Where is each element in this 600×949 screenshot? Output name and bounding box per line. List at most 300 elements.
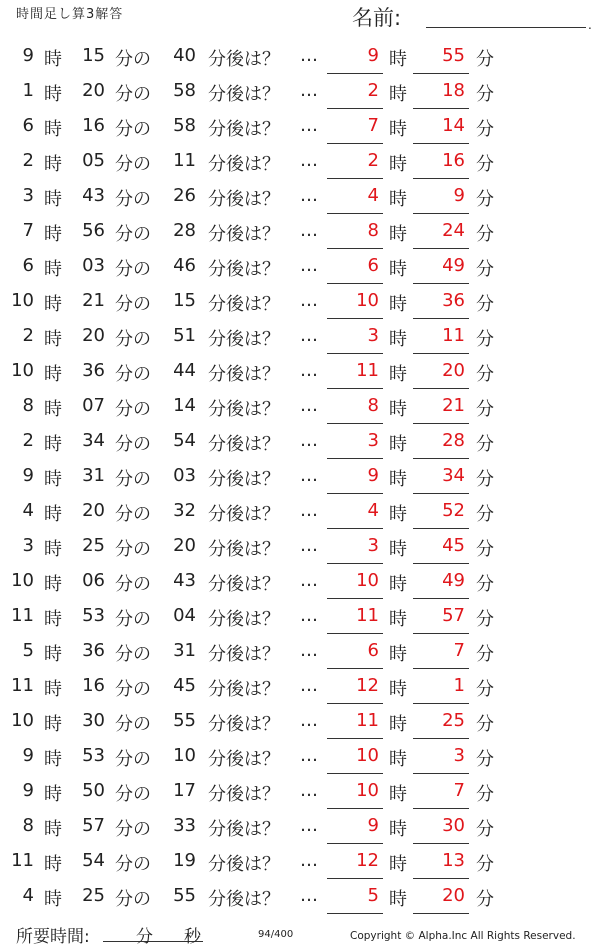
answer-minute: 13 <box>442 850 465 871</box>
min-of-label: 分の <box>115 294 151 315</box>
start-hour: 9 <box>22 780 34 801</box>
min-later-label: 分後は？ <box>208 854 280 875</box>
answer-hour-label: 時 <box>389 154 407 175</box>
answer-hour-field[interactable] <box>327 605 383 634</box>
answer-hour: 3 <box>367 535 379 556</box>
min-later-label: 分後は？ <box>208 154 280 175</box>
answer-minute-label: 分 <box>476 714 494 735</box>
answer-hour-label: 時 <box>389 364 407 385</box>
added-minutes: 28 <box>173 220 196 241</box>
ellipsis: … <box>300 570 318 591</box>
ellipsis: … <box>300 710 318 731</box>
answer-minute-field[interactable] <box>413 710 469 739</box>
answer-minute-field[interactable] <box>413 115 469 144</box>
start-minute: 36 <box>82 640 105 661</box>
answer-minute: 24 <box>442 220 465 241</box>
start-hour: 4 <box>22 885 34 906</box>
answer-minute-field[interactable] <box>413 500 469 529</box>
time-required-label: 所要時間: <box>16 927 90 947</box>
added-minutes: 55 <box>173 885 196 906</box>
min-later-label: 分後は？ <box>208 609 280 630</box>
hour-label: 時 <box>44 434 62 455</box>
answer-hour-label: 時 <box>389 819 407 840</box>
start-minute: 53 <box>82 605 105 626</box>
answer-minute: 20 <box>442 885 465 906</box>
start-minute: 20 <box>82 325 105 346</box>
answer-hour-field[interactable] <box>327 45 383 74</box>
name-label: 名前: <box>352 6 402 30</box>
answer-hour-field[interactable] <box>327 885 383 914</box>
answer-hour-label: 時 <box>389 259 407 280</box>
min-of-label: 分の <box>115 889 151 910</box>
start-minute: 06 <box>82 570 105 591</box>
min-later-label: 分後は？ <box>208 889 280 910</box>
answer-hour-field[interactable] <box>327 325 383 354</box>
answer-minute: 28 <box>442 430 465 451</box>
added-minutes: 19 <box>173 850 196 871</box>
start-minute: 07 <box>82 395 105 416</box>
min-of-label: 分の <box>115 714 151 735</box>
problem-row <box>0 878 600 913</box>
hour-label: 時 <box>44 469 62 490</box>
hour-label: 時 <box>44 714 62 735</box>
answer-minute-field[interactable] <box>413 745 469 774</box>
answer-hour-field[interactable] <box>327 640 383 669</box>
answer-minute-field[interactable] <box>413 605 469 634</box>
answer-hour-field[interactable] <box>327 220 383 249</box>
answer-hour: 12 <box>356 675 379 696</box>
ellipsis: … <box>300 360 318 381</box>
start-hour: 9 <box>22 745 34 766</box>
answer-minute: 57 <box>442 605 465 626</box>
answer-hour-field[interactable] <box>327 815 383 844</box>
min-later-label: 分後は？ <box>208 49 280 70</box>
hour-label: 時 <box>44 154 62 175</box>
problem-row <box>0 178 600 213</box>
answer-minute-label: 分 <box>476 224 494 245</box>
added-minutes: 15 <box>173 290 196 311</box>
answer-hour: 9 <box>367 465 379 486</box>
min-of-label: 分の <box>115 119 151 140</box>
added-minutes: 45 <box>173 675 196 696</box>
min-of-label: 分の <box>115 84 151 105</box>
answer-hour: 5 <box>367 885 379 906</box>
min-later-label: 分後は？ <box>208 434 280 455</box>
added-minutes: 20 <box>173 535 196 556</box>
answer-minute-field[interactable] <box>413 290 469 319</box>
answer-minute-field[interactable] <box>413 220 469 249</box>
hour-label: 時 <box>44 259 62 280</box>
worksheet-title: 時間足し算3解答 <box>16 7 124 22</box>
answer-minute-label: 分 <box>476 49 494 70</box>
answer-hour-label: 時 <box>389 504 407 525</box>
ellipsis: … <box>300 80 318 101</box>
start-minute: 54 <box>82 850 105 871</box>
start-minute: 56 <box>82 220 105 241</box>
start-minute: 15 <box>82 45 105 66</box>
min-of-label: 分の <box>115 609 151 630</box>
problem-row <box>0 703 600 738</box>
hour-label: 時 <box>44 294 62 315</box>
answer-minute: 21 <box>442 395 465 416</box>
hour-label: 時 <box>44 84 62 105</box>
answer-hour: 4 <box>367 185 379 206</box>
problem-row <box>0 283 600 318</box>
answer-hour: 11 <box>356 710 379 731</box>
answer-minute-field[interactable] <box>413 850 469 879</box>
min-later-label: 分後は？ <box>208 294 280 315</box>
problem-row <box>0 493 600 528</box>
start-minute: 36 <box>82 360 105 381</box>
answer-hour-field[interactable] <box>327 395 383 424</box>
ellipsis: … <box>300 850 318 871</box>
hour-label: 時 <box>44 119 62 140</box>
ellipsis: … <box>300 430 318 451</box>
answer-hour: 10 <box>356 780 379 801</box>
ellipsis: … <box>300 465 318 486</box>
min-of-label: 分の <box>115 784 151 805</box>
answer-minute-field[interactable] <box>413 780 469 809</box>
answer-minute-label: 分 <box>476 539 494 560</box>
answer-minute-field[interactable] <box>413 640 469 669</box>
problem-list <box>0 38 600 913</box>
problem-row <box>0 668 600 703</box>
ellipsis: … <box>300 185 318 206</box>
answer-hour-field[interactable] <box>327 745 383 774</box>
answer-minute: 14 <box>442 115 465 136</box>
min-of-label: 分の <box>115 749 151 770</box>
hour-label: 時 <box>44 679 62 700</box>
start-hour: 2 <box>22 325 34 346</box>
answer-hour-label: 時 <box>389 294 407 315</box>
answer-minute: 16 <box>442 150 465 171</box>
min-of-label: 分の <box>115 259 151 280</box>
answer-minute-label: 分 <box>476 434 494 455</box>
answer-minute-label: 分 <box>476 819 494 840</box>
start-minute: 20 <box>82 500 105 521</box>
min-of-label: 分の <box>115 679 151 700</box>
answer-hour-field[interactable] <box>327 430 383 459</box>
hour-label: 時 <box>44 574 62 595</box>
answer-hour: 2 <box>367 150 379 171</box>
answer-hour: 8 <box>367 395 379 416</box>
answer-minute-label: 分 <box>476 609 494 630</box>
min-later-label: 分後は？ <box>208 539 280 560</box>
problem-row <box>0 108 600 143</box>
ellipsis: … <box>300 780 318 801</box>
answer-minute-field[interactable] <box>413 430 469 459</box>
added-minutes: 44 <box>173 360 196 381</box>
min-of-label: 分の <box>115 434 151 455</box>
answer-hour-field[interactable] <box>327 780 383 809</box>
answer-minute: 30 <box>442 815 465 836</box>
start-minute: 31 <box>82 465 105 486</box>
answer-hour-field[interactable] <box>327 185 383 214</box>
answer-minute: 9 <box>453 185 465 206</box>
problem-row <box>0 38 600 73</box>
min-later-label: 分後は？ <box>208 819 280 840</box>
start-hour: 7 <box>22 220 34 241</box>
answer-minute-field[interactable] <box>413 325 469 354</box>
answer-hour-label: 時 <box>389 644 407 665</box>
answer-hour: 7 <box>367 115 379 136</box>
min-later-label: 分後は？ <box>208 644 280 665</box>
min-later-label: 分後は？ <box>208 329 280 350</box>
start-minute: 50 <box>82 780 105 801</box>
min-of-label: 分の <box>115 504 151 525</box>
answer-minute-label: 分 <box>476 294 494 315</box>
start-minute: 03 <box>82 255 105 276</box>
hour-label: 時 <box>44 49 62 70</box>
answer-hour: 6 <box>367 255 379 276</box>
start-hour: 9 <box>22 45 34 66</box>
answer-minute-field[interactable] <box>413 675 469 704</box>
answer-hour-field[interactable] <box>327 675 383 704</box>
min-later-label: 分後は？ <box>208 574 280 595</box>
start-hour: 11 <box>11 850 34 871</box>
name-field[interactable] <box>352 2 592 32</box>
answer-hour: 3 <box>367 325 379 346</box>
answer-hour: 10 <box>356 570 379 591</box>
hour-label: 時 <box>44 749 62 770</box>
min-later-label: 分後は？ <box>208 119 280 140</box>
ellipsis: … <box>300 605 318 626</box>
problem-row <box>0 423 600 458</box>
answer-minute-label: 分 <box>476 784 494 805</box>
added-minutes: 51 <box>173 325 196 346</box>
min-of-label: 分の <box>115 329 151 350</box>
answer-minute-field[interactable] <box>413 255 469 284</box>
min-of-label: 分の <box>115 819 151 840</box>
min-of-label: 分の <box>115 154 151 175</box>
start-hour: 1 <box>22 80 34 101</box>
answer-hour-field[interactable] <box>327 150 383 179</box>
min-later-label: 分後は？ <box>208 469 280 490</box>
answer-minute: 49 <box>442 255 465 276</box>
page-number: 94/400 <box>258 929 294 940</box>
answer-hour-label: 時 <box>389 574 407 595</box>
answer-hour: 10 <box>356 290 379 311</box>
min-later-label: 分後は？ <box>208 714 280 735</box>
added-minutes: 40 <box>173 45 196 66</box>
answer-hour-field[interactable] <box>327 500 383 529</box>
answer-minute: 1 <box>453 675 465 696</box>
answer-minute: 11 <box>442 325 465 346</box>
start-minute: 34 <box>82 430 105 451</box>
answer-hour-label: 時 <box>389 469 407 490</box>
start-hour: 3 <box>22 185 34 206</box>
answer-hour-field[interactable] <box>327 80 383 109</box>
added-minutes: 03 <box>173 465 196 486</box>
hour-label: 時 <box>44 819 62 840</box>
name-trailing-dot: . <box>588 18 592 32</box>
answer-hour-label: 時 <box>389 749 407 770</box>
hour-label: 時 <box>44 609 62 630</box>
problem-row <box>0 353 600 388</box>
problem-row <box>0 808 600 843</box>
answer-minute: 25 <box>442 710 465 731</box>
answer-minute: 52 <box>442 500 465 521</box>
answer-hour-field[interactable] <box>327 850 383 879</box>
ellipsis: … <box>300 815 318 836</box>
answer-minute: 20 <box>442 360 465 381</box>
time-sec-unit: 秒 <box>184 927 201 947</box>
answer-hour-label: 時 <box>389 49 407 70</box>
start-minute: 16 <box>82 675 105 696</box>
start-minute: 05 <box>82 150 105 171</box>
problem-row <box>0 248 600 283</box>
answer-hour: 8 <box>367 220 379 241</box>
answer-minute-field[interactable] <box>413 535 469 564</box>
added-minutes: 11 <box>173 150 196 171</box>
added-minutes: 04 <box>173 605 196 626</box>
answer-hour: 9 <box>367 45 379 66</box>
answer-minute-field[interactable] <box>413 150 469 179</box>
problem-row <box>0 598 600 633</box>
answer-hour-label: 時 <box>389 399 407 420</box>
min-of-label: 分の <box>115 189 151 210</box>
answer-hour: 9 <box>367 815 379 836</box>
hour-label: 時 <box>44 644 62 665</box>
start-hour: 11 <box>11 605 34 626</box>
ellipsis: … <box>300 45 318 66</box>
min-later-label: 分後は？ <box>208 84 280 105</box>
ellipsis: … <box>300 150 318 171</box>
start-hour: 8 <box>22 395 34 416</box>
answer-hour-field[interactable] <box>327 535 383 564</box>
answer-minute-field[interactable] <box>413 885 469 914</box>
min-later-label: 分後は？ <box>208 784 280 805</box>
answer-hour-field[interactable] <box>327 255 383 284</box>
ellipsis: … <box>300 885 318 906</box>
answer-minute-label: 分 <box>476 84 494 105</box>
answer-hour-field[interactable] <box>327 710 383 739</box>
start-hour: 10 <box>11 290 34 311</box>
answer-hour-label: 時 <box>389 84 407 105</box>
answer-minute: 7 <box>453 780 465 801</box>
hour-label: 時 <box>44 399 62 420</box>
added-minutes: 55 <box>173 710 196 731</box>
answer-minute-field[interactable] <box>413 570 469 599</box>
answer-minute: 45 <box>442 535 465 556</box>
answer-minute-label: 分 <box>476 504 494 525</box>
start-hour: 2 <box>22 430 34 451</box>
answer-hour-label: 時 <box>389 714 407 735</box>
min-of-label: 分の <box>115 574 151 595</box>
added-minutes: 43 <box>173 570 196 591</box>
answer-minute-field[interactable] <box>413 80 469 109</box>
answer-hour-field[interactable] <box>327 465 383 494</box>
problem-row <box>0 213 600 248</box>
min-of-label: 分の <box>115 539 151 560</box>
answer-hour-label: 時 <box>389 329 407 350</box>
answer-minute-field[interactable] <box>413 395 469 424</box>
answer-minute-label: 分 <box>476 259 494 280</box>
problem-row <box>0 738 600 773</box>
min-of-label: 分の <box>115 224 151 245</box>
problem-row <box>0 388 600 423</box>
hour-label: 時 <box>44 224 62 245</box>
answer-minute: 7 <box>453 640 465 661</box>
start-hour: 6 <box>22 255 34 276</box>
hour-label: 時 <box>44 364 62 385</box>
answer-minute: 55 <box>442 45 465 66</box>
answer-hour-label: 時 <box>389 539 407 560</box>
min-later-label: 分後は？ <box>208 749 280 770</box>
answer-minute-field[interactable] <box>413 185 469 214</box>
answer-minute-field[interactable] <box>413 360 469 389</box>
answer-minute-label: 分 <box>476 119 494 140</box>
problem-row <box>0 73 600 108</box>
answer-minute: 34 <box>442 465 465 486</box>
answer-minute-label: 分 <box>476 889 494 910</box>
problem-row <box>0 458 600 493</box>
added-minutes: 10 <box>173 745 196 766</box>
hour-label: 時 <box>44 504 62 525</box>
answer-hour-label: 時 <box>389 119 407 140</box>
hour-label: 時 <box>44 784 62 805</box>
hour-label: 時 <box>44 854 62 875</box>
answer-hour: 2 <box>367 80 379 101</box>
added-minutes: 26 <box>173 185 196 206</box>
ellipsis: … <box>300 675 318 696</box>
answer-hour-field[interactable] <box>327 570 383 599</box>
answer-hour-field[interactable] <box>327 115 383 144</box>
answer-hour-label: 時 <box>389 679 407 700</box>
answer-minute-label: 分 <box>476 644 494 665</box>
start-hour: 4 <box>22 500 34 521</box>
hour-label: 時 <box>44 189 62 210</box>
answer-hour-label: 時 <box>389 224 407 245</box>
answer-minute-label: 分 <box>476 189 494 210</box>
answer-minute-field[interactable] <box>413 465 469 494</box>
answer-minute-field[interactable] <box>413 45 469 74</box>
start-hour: 11 <box>11 675 34 696</box>
problem-row <box>0 843 600 878</box>
ellipsis: … <box>300 115 318 136</box>
min-of-label: 分の <box>115 49 151 70</box>
answer-hour-label: 時 <box>389 854 407 875</box>
answer-hour-field[interactable] <box>327 360 383 389</box>
min-later-label: 分後は？ <box>208 364 280 385</box>
added-minutes: 32 <box>173 500 196 521</box>
answer-minute-label: 分 <box>476 679 494 700</box>
answer-hour-field[interactable] <box>327 290 383 319</box>
answer-minute-field[interactable] <box>413 815 469 844</box>
start-hour: 10 <box>11 360 34 381</box>
start-minute: 43 <box>82 185 105 206</box>
answer-minute: 3 <box>453 745 465 766</box>
min-later-label: 分後は？ <box>208 259 280 280</box>
problem-row <box>0 143 600 178</box>
answer-hour: 3 <box>367 430 379 451</box>
hour-label: 時 <box>44 889 62 910</box>
min-of-label: 分の <box>115 399 151 420</box>
added-minutes: 17 <box>173 780 196 801</box>
min-of-label: 分の <box>115 469 151 490</box>
hour-label: 時 <box>44 329 62 350</box>
answer-hour: 11 <box>356 605 379 626</box>
answer-minute-label: 分 <box>476 399 494 420</box>
answer-hour: 10 <box>356 745 379 766</box>
answer-minute: 18 <box>442 80 465 101</box>
min-of-label: 分の <box>115 364 151 385</box>
answer-minute-label: 分 <box>476 154 494 175</box>
ellipsis: … <box>300 500 318 521</box>
ellipsis: … <box>300 535 318 556</box>
problem-row <box>0 633 600 668</box>
min-later-label: 分後は？ <box>208 504 280 525</box>
